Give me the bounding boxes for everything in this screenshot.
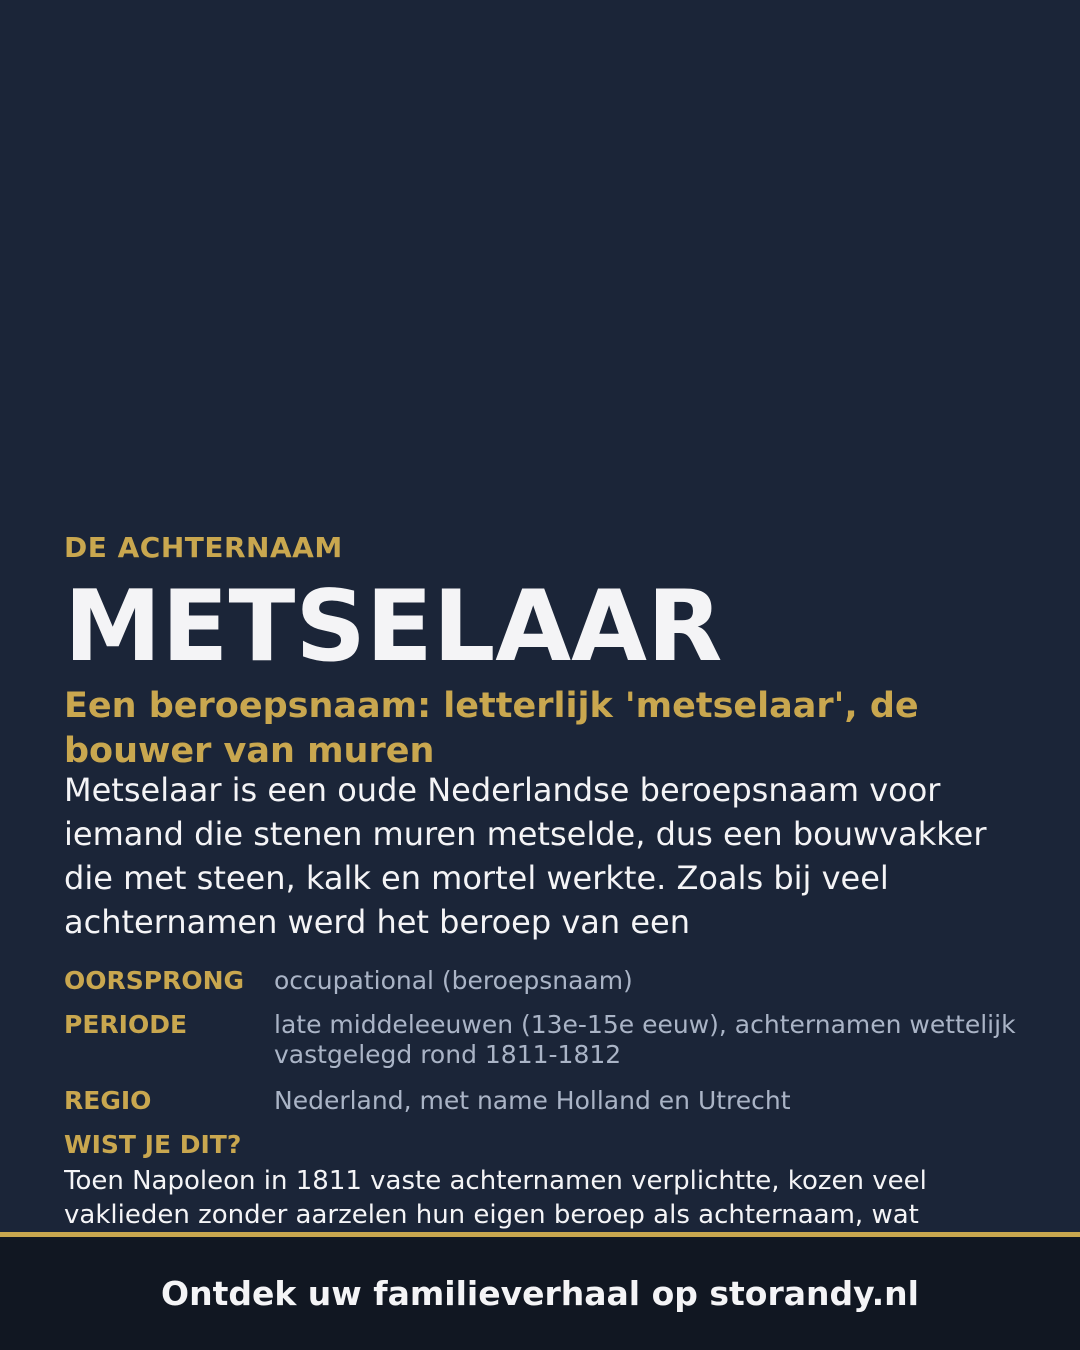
surname-description: Metselaar is een oude Nederlandse beroepsnaam voor iemand die stenen muren metselde, dus een bouwvakker die met steen, kalk en mortel werkte. Zoals bij veel achternamen werd het beroep van een [64, 771, 987, 941]
detail-value-region: Nederland, met name Holland en Utrecht [274, 1086, 791, 1115]
surname-title: METSELAAR [64, 570, 723, 684]
fact-label: WIST JE DIT? [64, 1130, 242, 1159]
footer-bar [0, 1237, 1080, 1350]
surname-tagline: Een beroepsnaam: letterlijk 'metselaar', de bouwer van muren [64, 686, 919, 771]
fact-text: Toen Napoleon in 1811 vaste achternamen verplichtte, kozen veel vaklieden zonder aarzelen hun eigen beroep als achternaam, wat [64, 1166, 927, 1230]
surname-card [64, 0, 1016, 1232]
detail-label-origin: OORSPRONG [64, 966, 245, 995]
footer-cta: Ontdek uw familieverhaal op storandy.nl [161, 1274, 919, 1313]
detail-label-region: REGIO [64, 1086, 152, 1115]
detail-value-origin: occupational (beroepsnaam) [274, 966, 633, 995]
detail-label-period: PERIODE [64, 1010, 188, 1039]
eyebrow-label: DE ACHTERNAAM [64, 531, 343, 564]
detail-value-period: late middeleeuwen (13e-15e eeuw), achternamen wettelijk vastgelegd rond 1811-1812 [274, 1010, 1016, 1069]
